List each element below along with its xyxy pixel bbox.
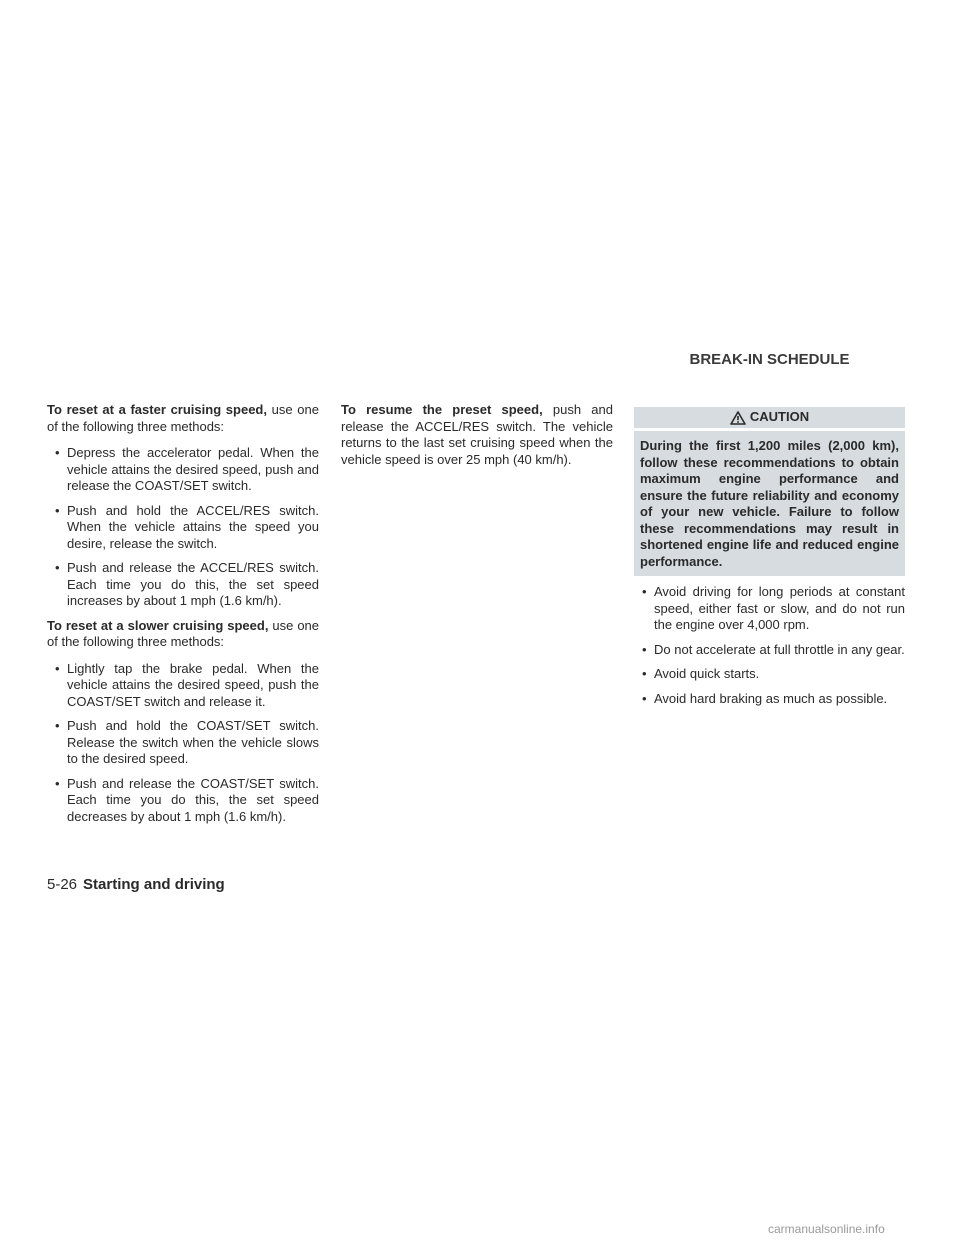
slower-intro	[47, 618, 319, 651]
list-item: • Push and release the ACCEL/RES switch. Each time you do this, the set speed increases by about 1 mph (1.6 km/h).	[47, 560, 319, 610]
warning-triangle-icon	[730, 411, 746, 425]
list-item: • Lightly tap the brake pedal. When the vehicle attains the desired speed, push the COAST/SET switch and release it.	[47, 661, 319, 711]
list-item: • Push and hold the COAST/SET switch. Release the switch when the vehicle slows to the desired speed.	[47, 718, 319, 768]
caution-text: During the first 1,200 miles (2,000 km), follow these recommendations to obtain maximum engine performance and ensure the future reliability and economy of your new vehicle. Failure to follow these recommendations may result in shortened engine life and reduced engine performance.	[634, 431, 905, 576]
slower-rest: use one of the following three methods:	[47, 617, 320, 649]
list-item: • Push and hold the ACCEL/RES switch. When the vehicle attains the speed you desire, release the switch.	[47, 503, 319, 553]
watermark: carmanualsonline.info	[768, 1222, 885, 1236]
caution-header	[634, 407, 905, 428]
resume-paragraph	[341, 402, 613, 468]
faster-lead: To reset at a faster cruising speed,	[47, 402, 267, 417]
column-middle	[341, 402, 613, 478]
break-in-list	[634, 584, 905, 707]
resume-lead: To resume the preset speed,	[341, 402, 543, 417]
resume-rest: push and release the ACCEL/RES switch. The vehicle returns to the last set cruising speed when the vehicle speed is over 25 mph (40 km/h).	[341, 402, 613, 467]
faster-rest: use one of the following three methods:	[47, 402, 319, 434]
section-heading: BREAK-IN SCHEDULE	[689, 351, 850, 368]
chapter-title: Starting and driving	[83, 876, 225, 893]
faster-methods-list	[47, 445, 319, 610]
column-left	[47, 402, 319, 833]
slower-methods-list	[47, 661, 319, 826]
list-item: • Push and release the COAST/SET switch. Each time you do this, the set speed decreases by about 1 mph (1.6 km/h).	[47, 776, 319, 826]
page-footer	[47, 876, 225, 893]
column-right	[634, 407, 905, 715]
list-item: • Avoid driving for long periods at constant speed, either fast or slow, and do not run the engine over 4,000 rpm.	[634, 584, 905, 634]
caution-label: CAUTION	[749, 409, 810, 425]
list-item: • Do not accelerate at full throttle in any gear.	[634, 642, 905, 659]
list-item: • Avoid hard braking as much as possible.	[634, 691, 905, 708]
page-number: 5-26	[47, 876, 78, 893]
list-item: • Avoid quick starts.	[634, 666, 905, 683]
list-item: • Depress the accelerator pedal. When the vehicle attains the desired speed, push and release the COAST/SET switch.	[47, 445, 319, 495]
faster-intro	[47, 402, 319, 435]
slower-lead: To reset at a slower cruising speed,	[47, 617, 269, 633]
